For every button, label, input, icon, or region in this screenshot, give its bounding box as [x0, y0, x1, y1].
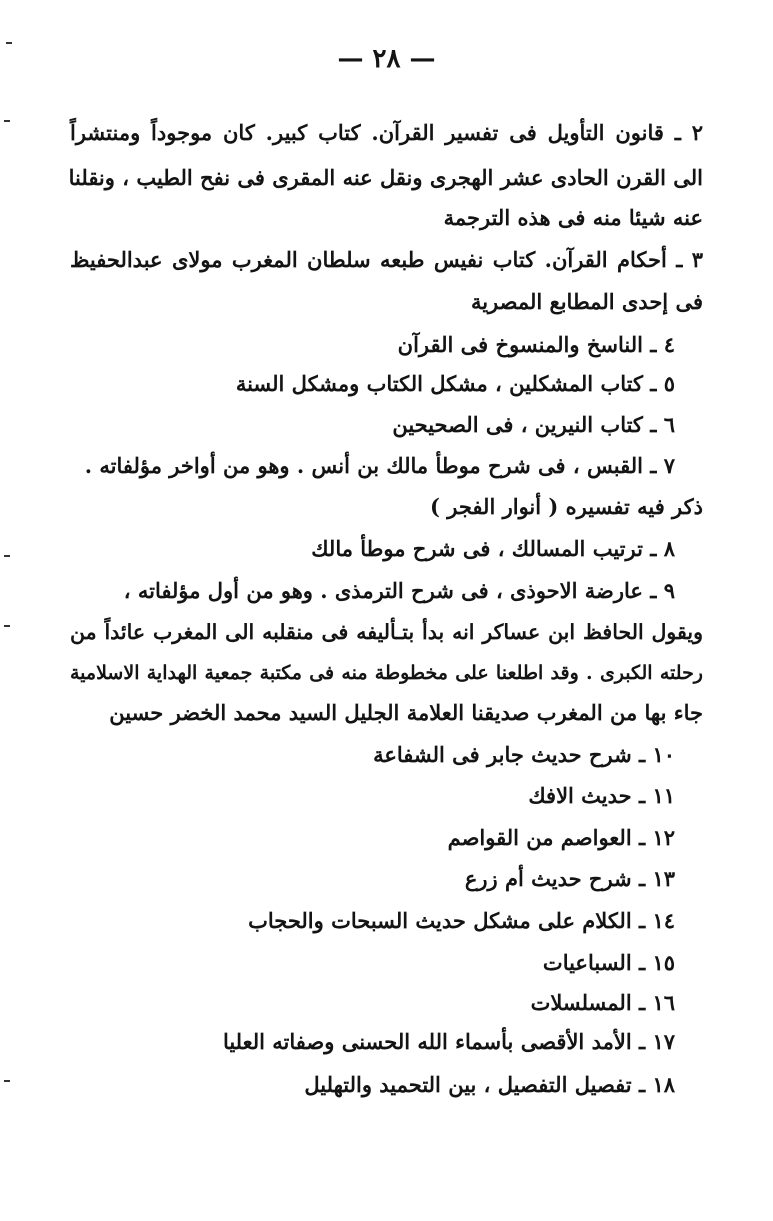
text-line-1: ٢ ـ قانون التأويل فى تفسير القرآن. كتاب كبير. كان موجوداً ومنتشراً: [70, 120, 703, 145]
list-item-4: ٤ ـ الناسخ والمنسوخ فى القرآن: [397, 332, 675, 357]
text-line-2: الى القرن الحادى عشر الهجرى ونقل عنه المقرى فى نفح الطيب ، ونقلنا: [68, 165, 703, 190]
list-item-16: ١٦ ـ المسلسلات: [530, 990, 675, 1015]
page-number: — ٢٨ —: [337, 44, 436, 74]
list-item-7: ٧ ـ القبس ، فى شرح موطأ مالك بن أنس . وهو من أواخر مؤلفاته .: [84, 453, 675, 478]
list-item-13: ١٣ ـ شرح حديث أم زرع: [464, 866, 675, 891]
list-item-10: ١٠ ـ شرح حديث جابر فى الشفاعة: [373, 742, 675, 767]
scan-margin-mark: [4, 1080, 10, 1082]
text-line-4: ٣ ـ أحكام القرآن. كتاب نفيس طبعه سلطان المغرب مولاى عبدالحفيظ: [70, 247, 703, 272]
list-item-8: ٨ ـ ترتيب المسالك ، فى شرح موطأ مالك: [311, 536, 675, 561]
list-item-11: ١١ ـ حديث الافك: [528, 783, 675, 808]
scan-margin-mark: [4, 625, 10, 627]
text-line-14: رحلته الكبرى . وقد اطلعنا على مخطوطة منه فى مكتبة جمعية الهداية الاسلامية: [70, 662, 703, 684]
text-line-3: عنه شيئا منه فى هذه الترجمة: [443, 205, 703, 230]
list-item-12: ١٢ ـ العواصم من القواصم: [447, 825, 675, 850]
scan-margin-mark: [4, 555, 10, 557]
list-item-18: ١٨ ـ تفصيل التفصيل ، بين التحميد والتهليل: [304, 1072, 675, 1097]
list-item-17: ١٧ ـ الأمد الأقصى بأسماء الله الحسنى وصفاته العليا: [222, 1029, 675, 1054]
list-item-5: ٥ ـ كتاب المشكلين ، مشكل الكتاب ومشكل السنة: [235, 371, 675, 396]
list-item-14: ١٤ ـ الكلام على مشكل حديث السبحات والحجاب: [248, 908, 675, 933]
text-line-13: ويقول الحافظ ابن عساكر انه بدأ بتـأليفه فى منقلبه الى المغرب عائداً من: [70, 620, 703, 644]
text-line-5: فى إحدى المطابع المصرية: [470, 289, 703, 314]
list-item-15: ١٥ ـ السباعيات: [542, 950, 675, 975]
scan-margin-mark: [6, 42, 12, 44]
list-item-9: ٩ ـ عارضة الاحوذى ، فى شرح الترمذى . وهو من أول مؤلفاته ،: [123, 578, 675, 603]
scan-margin-mark: [4, 120, 10, 122]
text-line-15: جاء بها من المغرب صديقنا العلامة الجليل السيد محمد الخضر حسين: [109, 700, 703, 725]
list-item-6: ٦ ـ كتاب النيرين ، فى الصحيحين: [392, 412, 675, 437]
text-line-10: ذكر فيه تفسيره ( أنوار الفجر ): [430, 494, 703, 519]
